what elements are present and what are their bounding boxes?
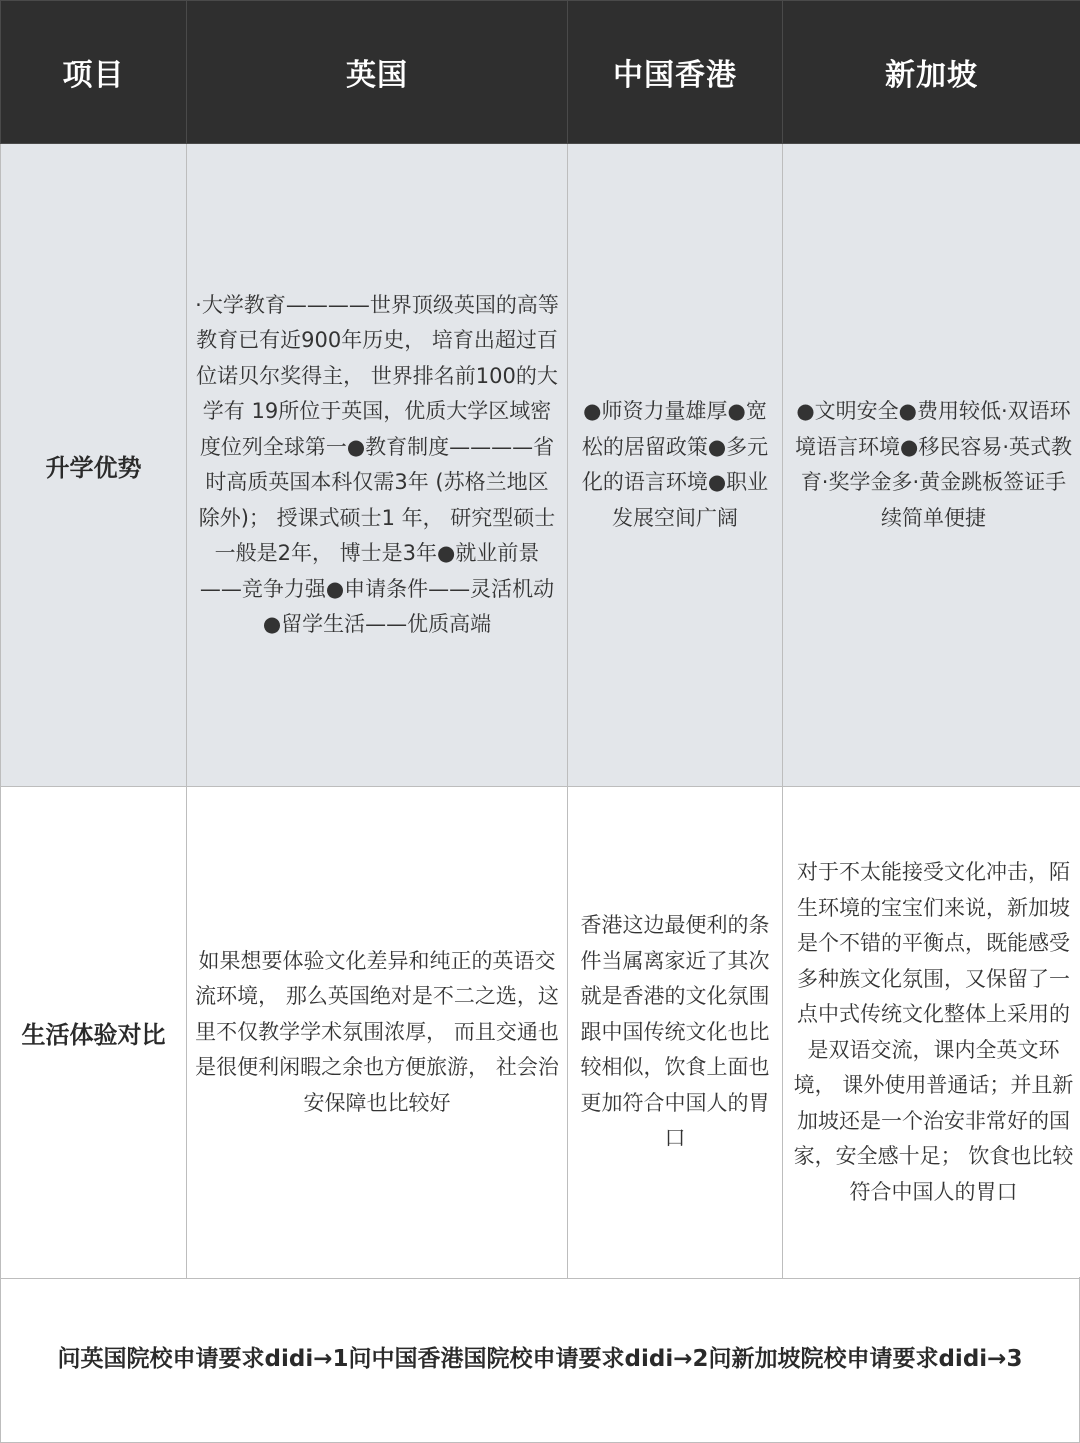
table-header-row — [1, 1, 1080, 144]
header-uk: 英国 — [187, 1, 568, 144]
cell-life-singapore: 对于不太能接受文化冲击，陌生环境的宝宝们来说，新加坡是个不错的平衡点，既能感受多种族文化氛围，又保留了一点中式传统文化整体上采用的是双语交流，课内全英文环境， 课外使用普通话；并且新加坡还是一个治安非常好的国家，安全感十足； 饮食也比较符合中国人的胃口 — [783, 787, 1080, 1279]
cell-advantages-hongkong: ●师资力量雄厚●宽松的居留政策●多元化的语言环境●职业发展空间广阔 — [568, 144, 783, 787]
footer-cta-text: 问英国院校申请要求didi→1问中国香港国院校申请要求didi→2问新加坡院校申请要求didi→3 — [57, 1346, 1023, 1372]
row-label-life-experience: 生活体验对比 — [1, 787, 187, 1279]
cell-life-hongkong: 香港这边最便利的条件当属离家近了其次就是香港的文化氛围跟中国传统文化也比较相似，饮食上面也更加符合中国人的胃口 — [568, 787, 783, 1279]
table-row-advantages — [1, 144, 1080, 787]
cell-life-uk: 如果想要体验文化差异和纯正的英语交流环境， 那么英国绝对是不二之选，这里不仅教学学术氛围浓厚， 而且交通也是很便利闲暇之余也方便旅游， 社会治安保障也比较好 — [187, 787, 568, 1279]
header-singapore: 新加坡 — [783, 1, 1080, 144]
row-label-advantages: 升学优势 — [1, 144, 187, 787]
cell-advantages-uk: ·大学教育————世界顶级英国的高等教育已有近900年历史， 培育出超过百位诺贝尔奖得主， 世界排名前100的大学有 19所位于英国，优质大学区域密度位列全球第一●教育制度————省时高质英国本科仅需3年 (苏格兰地区除外)； 授课式硕士1 年， 研究型硕士一般是2年， 博士是3年●就业前景——竞争力强●申请条件——灵活机动●留学生活——优质高端 — [187, 144, 568, 787]
header-hongkong: 中国香港 — [568, 1, 783, 144]
footer-cta — [0, 1277, 1080, 1443]
table-row-life-experience — [1, 787, 1080, 1279]
header-item: 项目 — [1, 1, 187, 144]
cell-advantages-singapore: ●文明安全●费用较低·双语环境语言环境●移民容易·英式教育·奖学金多·黄金跳板签证手续简单便捷 — [783, 144, 1080, 787]
